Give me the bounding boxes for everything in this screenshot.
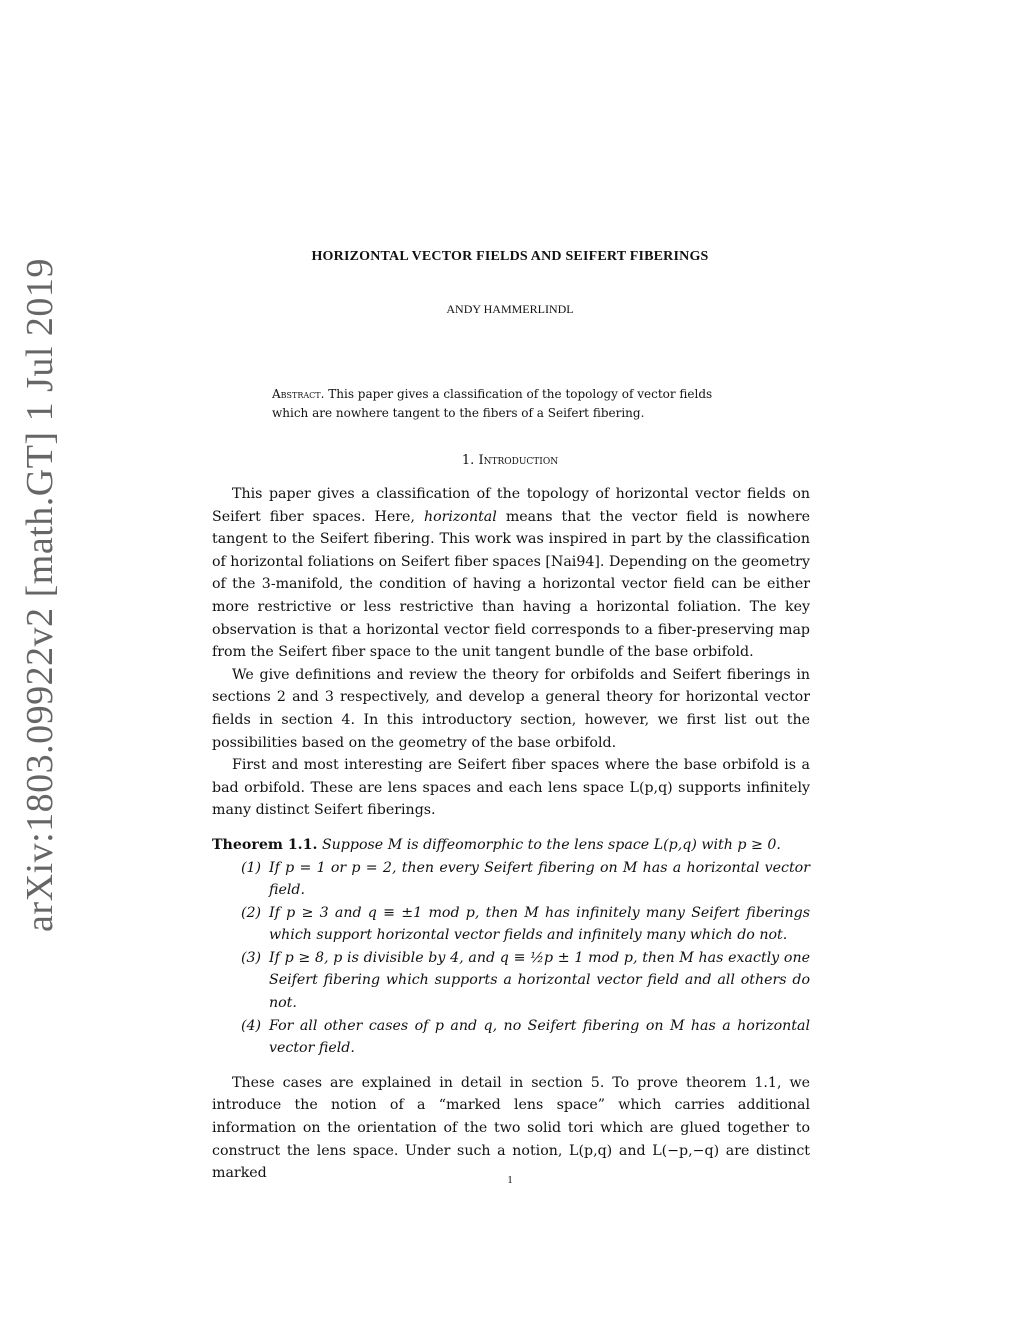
paragraph-1-end: means that the vector field is nowhere tangent to the Seifert fibering. This work was inspired in part by the classification of horizontal foliations on Seifert fiber spaces [Nai94]. Depending on the geometry of the 3-manifold, the condition of having a horizontal vector field can be either more restrictive or less restrictive than having a horizontal foliation. The key observation is that a horizontal vector field corresponds to a fiber-preserving map from the Seifert fiber space to the unit tangent bundle of the base orbifold.: [212, 508, 811, 661]
theorem-case-number: (4): [241, 1017, 262, 1034]
paragraph-2: We give definitions and review the theory for orbifolds and Seifert fiberings in sections 2 and 3 respectively, and develop a general theory for horizontal vector fields in section 4. In this introductory section, however, we first list out the possibilities based on the geometry of the base orbifold.: [212, 666, 810, 751]
theorem-case-text: If p = 1 or p = 2, then every Seifert fibering on M has a horizontal vector field.: [269, 859, 810, 899]
theorem-case-number: (3): [241, 949, 262, 966]
abstract-label: Abstract.: [272, 387, 325, 401]
theorem-case: [212, 857, 810, 902]
section-number: 1.: [461, 453, 475, 468]
theorem-label: Theorem 1.1.: [212, 836, 318, 853]
paragraph-1: [212, 483, 810, 664]
paper-author: ANDY HAMMERLINDL: [446, 302, 574, 316]
theorem-case-text: If p ≥ 8, p is divisible by 4, and q ≡ ½p ± 1 mod p, then M has exactly one Seifert fibering which supports a horizontal vector field and all others do not.: [269, 949, 810, 1012]
abstract-text: This paper gives a classification of the topology of vector fields which are nowhere tangent to the fibers of a Seifert fibering.: [272, 387, 713, 420]
arxiv-identifier-watermark: [10, 258, 70, 932]
theorem-case-number: (2): [241, 904, 262, 921]
theorem-case-text: If p ≥ 3 and q ≡ ±1 mod p, then M has infinitely many Seifert fiberings which support horizontal vector fields and infinitely many which do not.: [269, 904, 810, 944]
arxiv-identifier-text: arXiv:1803.09922v2 [math.GT] 1 Jul 2019: [19, 258, 61, 932]
paragraph-1-emphasis: horizontal: [423, 508, 497, 525]
theorem-case: [212, 947, 810, 1015]
paragraph-1-start: This paper gives a classification of the topology of horizontal vector fields on Seifert fiber spaces. Here,: [212, 486, 810, 525]
theorem-statement: Suppose M is diffeomorphic to the lens space L(p,q) with p ≥ 0.: [321, 836, 781, 853]
theorem-case: [212, 902, 810, 947]
theorem-cases-list: [212, 857, 810, 1060]
paper-title: HORIZONTAL VECTOR FIELDS AND SEIFERT FIBERINGS: [311, 249, 709, 264]
body-text: [212, 483, 810, 1185]
paragraph-3: First and most interesting are Seifert fiber spaces where the base orbifold is a bad orbifold. These are lens spaces and each lens space L(p,q) supports infinitely many distinct Seifert fiberings.: [212, 757, 810, 819]
closing-paragraph: These cases are explained in detail in section 5. To prove theorem 1.1, we introduce the notion of a “marked lens space” which carries additional information on the orientation of the two solid tori which are glued together to construct the lens space. Under such a notion, L(p,q) and L(−p,−q) are distinct marked: [212, 1074, 810, 1182]
page-number: 1: [507, 1174, 513, 1186]
theorem-header: [212, 834, 810, 857]
section-title: Introduction: [478, 453, 559, 468]
theorem-1-1: [212, 834, 810, 1060]
section-heading: [0, 453, 1020, 468]
abstract: [272, 385, 752, 423]
theorem-case-number: (1): [241, 859, 262, 876]
theorem-case: [212, 1015, 810, 1060]
theorem-case-text: For all other cases of p and q, no Seifert fibering on M has a horizontal vector field.: [269, 1017, 810, 1057]
